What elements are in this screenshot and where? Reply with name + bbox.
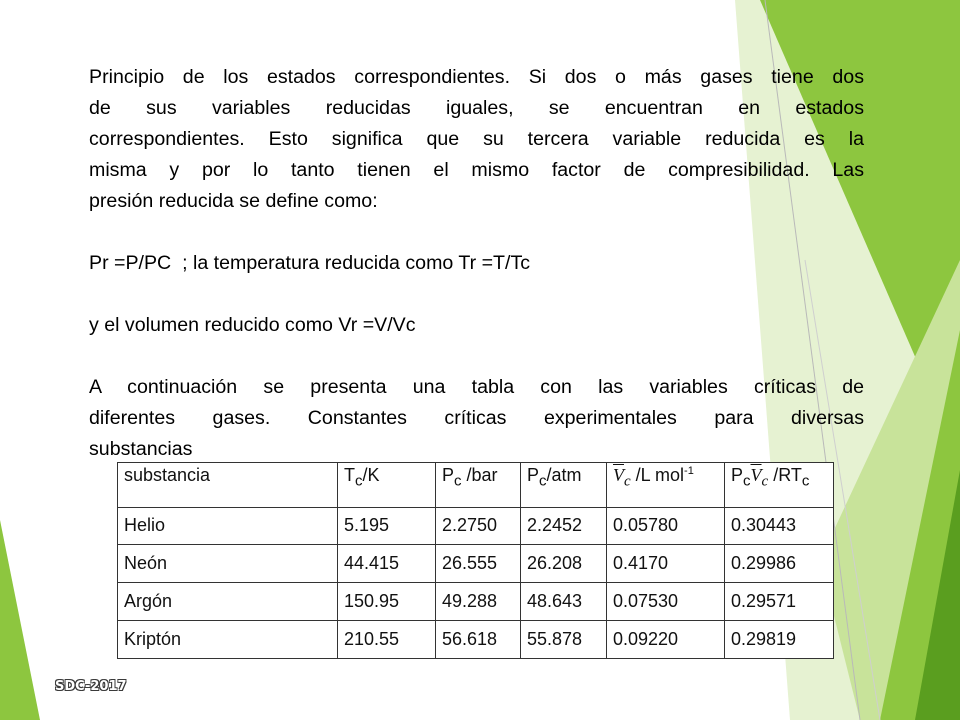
cell-z: 0.29819 — [725, 621, 834, 659]
cell-vc: 0.05780 — [607, 507, 725, 545]
cell-pc-atm: 26.208 — [521, 545, 607, 583]
cell-substance: Kriptón — [118, 621, 338, 659]
table-header-row — [118, 463, 834, 508]
table-row — [118, 507, 834, 545]
cell-tc: 150.95 — [338, 583, 436, 621]
cell-pc-bar: 49.288 — [436, 583, 521, 621]
volume-definition: y el volumen reducido como Vr =V/Vc — [89, 314, 416, 336]
header-vc: $\overline{V}_c$ /L mol$^{-1}$ — [607, 463, 725, 508]
cell-vc: 0.09220 — [607, 621, 725, 659]
cell-z: 0.30443 — [725, 507, 834, 545]
left-green-shape — [0, 520, 40, 720]
cell-substance: Neón — [118, 545, 338, 583]
table-intro-line: diferentes gases. Constantes críticas experimentales para diversas — [89, 407, 864, 429]
intro-line: correspondientes. Esto significa que su tercera variable reducida es la — [89, 128, 864, 150]
cell-tc: 5.195 — [338, 507, 436, 545]
cell-pc-bar: 2.2750 — [436, 507, 521, 545]
pressure-definition: Pr =P/PC ; la temperatura reducida como Tr =T/Tc — [89, 252, 531, 274]
cell-pc-atm: 55.878 — [521, 621, 607, 659]
table-intro-line: substancias — [89, 438, 193, 460]
cell-tc: 210.55 — [338, 621, 436, 659]
intro-line: Principio de los estados correspondientes. Si dos o más gases tiene dos — [89, 66, 864, 88]
table-row — [118, 583, 834, 621]
header-pc-bar: $P_c$ /bar — [436, 463, 521, 508]
header-tc: $T_c/K$ — [338, 463, 436, 508]
header-substance: substancia — [118, 463, 338, 508]
intro-line: misma y por lo tanto tienen el mismo factor de compresibilidad. Las — [89, 159, 864, 181]
cell-z: 0.29986 — [725, 545, 834, 583]
cell-substance: Helio — [118, 507, 338, 545]
intro-line: de sus variables reducidas iguales, se encuentran en estados — [89, 97, 864, 119]
cell-pc-atm: 48.643 — [521, 583, 607, 621]
intro-line: presión reducida se define como: — [89, 190, 378, 212]
critical-constants-table — [117, 462, 833, 659]
cell-substance: Argón — [118, 583, 338, 621]
cell-tc: 44.415 — [338, 545, 436, 583]
slide-text — [89, 62, 864, 465]
cell-z: 0.29571 — [725, 583, 834, 621]
cell-pc-bar: 56.618 — [436, 621, 521, 659]
table-row — [118, 621, 834, 659]
table-row — [118, 545, 834, 583]
footer-label: SDC-2017 — [55, 679, 127, 694]
header-pc-atm: $P_c$/atm — [521, 463, 607, 508]
cell-vc: 0.4170 — [607, 545, 725, 583]
header-compressibility: $P_c\overline{V}_c$ $/RT_c$ — [725, 463, 834, 508]
cell-pc-atm: 2.2452 — [521, 507, 607, 545]
cell-pc-bar: 26.555 — [436, 545, 521, 583]
table-intro-line: A continuación se presenta una tabla con las variables críticas de — [89, 376, 864, 398]
cell-vc: 0.07530 — [607, 583, 725, 621]
